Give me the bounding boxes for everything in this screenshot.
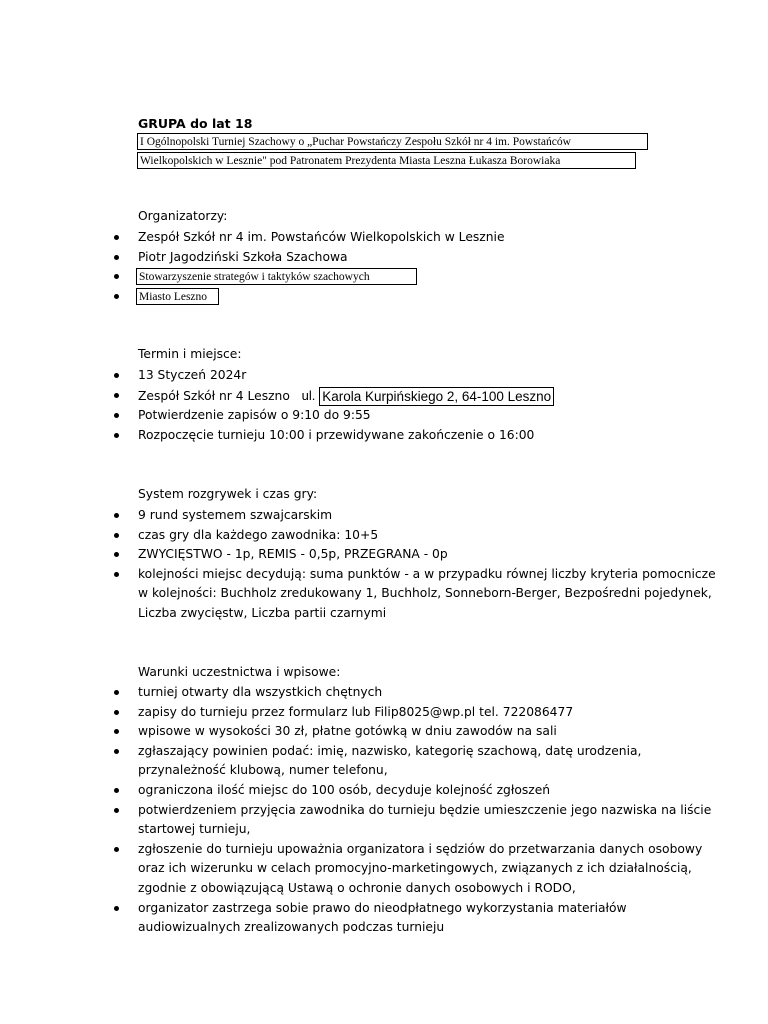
- venue-label: Termin i miejsce:: [138, 347, 242, 361]
- organizer-item: Miasto Leszno: [0, 287, 768, 307]
- system-tiebreak: kolejności miejsc decydują: suma punktów - a w przypadku równej liczby kryteria pomocnicze w kolejności: Buchholz zredukowany 1, Buchholz, Sonneborn-Berger, Bezpośredni pojedynek, Liczba zwycięstw, Liczba partii czarnymi: [0, 565, 768, 624]
- bullet-icon: [114, 690, 119, 695]
- condition-item: potwierdzeniem przyjęcia zawodnika do turnieju będzie umieszczenie jego nazwiska na liście startowej turnieju,: [0, 801, 768, 840]
- tournament-title-line-1: I Ogólnopolski Turniej Szachowy o „Puchar Powstańczy Zespołu Szkół nr 4 im. Powstańców: [137, 133, 648, 150]
- bullet-icon: [114, 710, 119, 715]
- bullet-icon: [114, 847, 119, 852]
- bullet-icon: [114, 433, 119, 438]
- system-item: ZWYCIĘSTWO - 1p, REMIS - 0,5p, PRZEGRANA - 0p: [0, 545, 768, 565]
- condition-item: zgłoszenie do turnieju upoważnia organizatora i sędziów do przetwarzania danych osobowy oraz ich wizerunku w celach promocyjno-marketingowych, związanych z ich działalnością, zgodnie z obowiązującą Ustawą o ochronie danych osobowych i RODO,: [0, 840, 768, 899]
- bullet-icon: [114, 749, 119, 754]
- bullet-icon: [114, 235, 119, 240]
- organizer-item: Zespół Szkół nr 4 im. Powstańców Wielkopolskich w Lesznie: [0, 228, 768, 248]
- tournament-title-line-2: Wielkopolskich w Lesznie" pod Patronatem Prezydenta Miasta Leszna Łukasza Borowiaka: [137, 152, 636, 169]
- bullet-icon: [114, 808, 119, 813]
- conditions-label: Warunki uczestnictwa i wpisowe:: [138, 665, 341, 679]
- bullet-icon: [114, 533, 119, 538]
- condition-item: organizator zastrzega sobie prawo do nieodpłatnego wykorzystania materiałów audiowizualnych zrealizowanych podczas turnieju: [0, 899, 768, 938]
- bullet-icon: [114, 274, 119, 279]
- group-heading: GRUPA do lat 18: [138, 116, 253, 131]
- condition-item: wpisowe w wysokości 30 zł, płatne gotówką w dniu zawodów na sali: [0, 722, 768, 742]
- condition-item: zapisy do turnieju przez formularz lub Filip8025@wp.pl tel. 722086477: [0, 703, 768, 723]
- bullet-icon: [114, 788, 119, 793]
- organizer-item: Stowarzyszenie strategów i taktyków szachowych: [0, 267, 768, 287]
- condition-item: zgłaszający powinien podać: imię, nazwisko, kategorię szachową, datę urodzenia, przynależność klubową, numer telefonu,: [0, 742, 768, 781]
- bullet-icon: [114, 413, 119, 418]
- condition-item: turniej otwarty dla wszystkich chętnych: [0, 683, 768, 703]
- bullet-icon: [114, 552, 119, 557]
- venue-date: 13 Styczeń 2024r: [0, 366, 768, 386]
- organizers-label: Organizatorzy:: [138, 209, 228, 223]
- venue-address: Karola Kurpińskiego 2, 64-100 Leszno: [319, 387, 554, 406]
- bullet-icon: [114, 393, 119, 398]
- organizer-item: Piotr Jagodziński Szkoła Szachowa: [0, 248, 768, 268]
- bullet-icon: [114, 294, 119, 299]
- system-label: System rozgrywek i czas gry:: [138, 487, 318, 501]
- system-list: [0, 506, 768, 624]
- bullet-icon: [114, 906, 119, 911]
- venue-confirm: Potwierdzenie zapisów o 9:10 do 9:55: [0, 406, 768, 426]
- bullet-icon: [114, 729, 119, 734]
- venue-place: Zespół Szkół nr 4 Leszno ul. Karola Kurpińskiego 2, 64-100 Leszno: [0, 386, 768, 407]
- organizers-list: [0, 228, 768, 306]
- venue-start: Rozpoczęcie turnieju 10:00 i przewidywane zakończenie o 16:00: [0, 426, 768, 446]
- bullet-icon: [114, 572, 119, 577]
- system-item: czas gry dla każdego zawodnika: 10+5: [0, 526, 768, 546]
- condition-item: ograniczona ilość miejsc do 100 osób, decyduje kolejność zgłoszeń: [0, 781, 768, 801]
- conditions-list: [0, 683, 768, 938]
- system-item: 9 rund systemem szwajcarskim: [0, 506, 768, 526]
- venue-list: [0, 366, 768, 445]
- bullet-icon: [114, 513, 119, 518]
- bullet-icon: [114, 255, 119, 260]
- bullet-icon: [114, 373, 119, 378]
